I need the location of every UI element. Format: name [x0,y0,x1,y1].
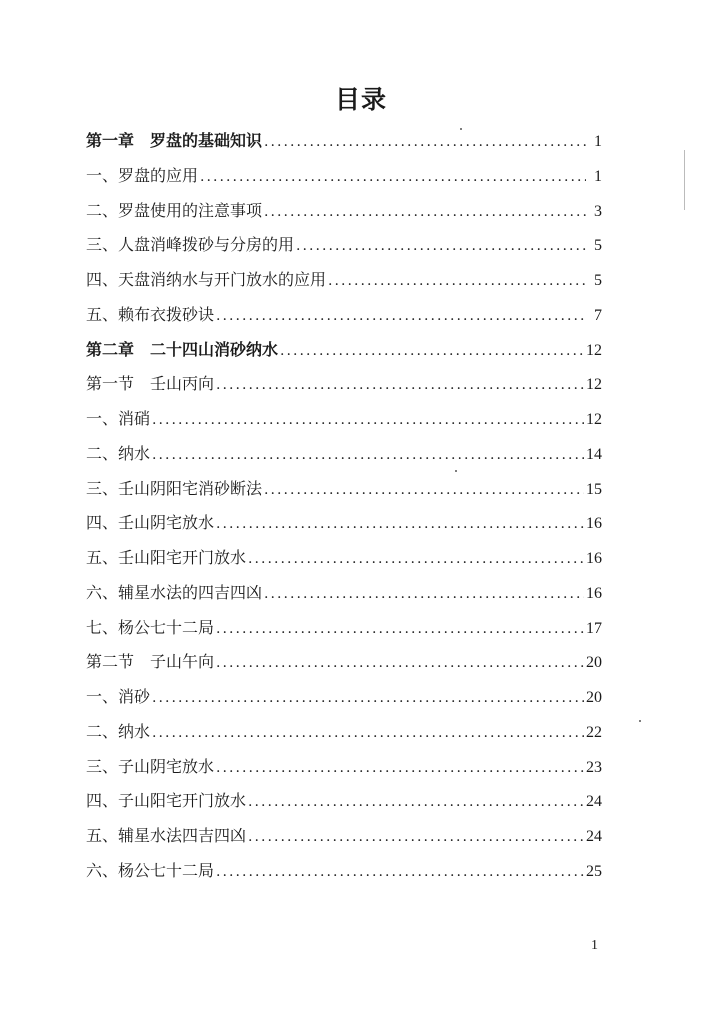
toc-entry-row [86,541,602,576]
toc-chapter-row [86,333,602,368]
toc-entry-row [86,159,602,194]
toc-entry-label: 第一节 壬山丙向 [86,374,215,394]
toc-entry-row [86,819,602,854]
toc-entry-label: 三、人盘消峰拨砂与分房的用 [86,235,295,255]
toc-dot-leader [200,160,586,195]
toc-dot-leader [152,438,584,473]
toc-dot-leader [280,334,584,369]
toc-entry-page-number: 5 [594,272,602,289]
toc-dot-leader [216,751,584,786]
page-title: 目录 [334,85,387,114]
toc-chapter-row [86,124,602,159]
toc-entry-label: 三、子山阴宅放水 [86,756,215,776]
toc-entry-page-number: 25 [586,862,602,880]
toc-entry-page-number: 1 [594,133,602,150]
toc-entry-label: 二、纳水 [86,443,151,463]
toc-entry-label: 第二节 子山午向 [86,652,215,672]
toc-entry-page-number: 12 [586,411,602,428]
toc-entry-row [86,750,602,785]
toc-entry-row [86,402,602,437]
toc-dot-leader [248,785,584,820]
toc-entry-row [86,645,602,680]
toc-entry-label: 二、罗盘使用的注意事项 [86,200,263,220]
toc-entry-label: 五、辅星水法四吉四凶 [86,826,247,845]
toc-entry-row [86,854,602,889]
toc-entry-row [86,680,602,715]
toc-entry-row [86,472,602,507]
toc-entry-row [86,715,602,750]
toc-entry-row [86,367,602,402]
table-of-contents [86,124,602,889]
toc-entry-label: 三、壬山阴阳宅消砂断法 [86,478,263,498]
toc-entry-page-number: 16 [586,515,602,533]
toc-entry-row [86,194,602,229]
toc-entry-page-number: 17 [586,619,602,637]
toc-entry-page-number: 7 [594,306,602,324]
toc-entry-page-number: 24 [586,828,602,845]
toc-entry-label: 第一章 罗盘的基础知识 [86,131,263,150]
toc-entry-label: 一、罗盘的应用 [86,165,199,185]
page-number: 1 [591,938,598,953]
toc-entry-page-number: 14 [586,445,602,463]
toc-dot-leader [216,299,586,334]
toc-dot-leader [216,855,584,890]
toc-dot-leader [216,646,584,681]
toc-entry-page-number: 1 [594,167,602,185]
toc-entry-label: 六、杨公七十二局 [86,860,215,880]
toc-entry-label: 第二章 二十四山消砂纳水 [86,339,279,359]
toc-dot-leader [264,473,584,508]
toc-entry-row [86,784,602,819]
toc-entry-label: 四、天盘消纳水与开门放水的应用 [86,270,327,289]
scan-artifact-speck [639,720,641,722]
toc-dot-leader [216,368,584,403]
toc-entry-label: 四、壬山阴宅放水 [86,513,215,533]
toc-entry-label: 二、纳水 [86,721,151,741]
toc-entry-row [86,298,602,333]
toc-entry-page-number: 24 [586,793,602,811]
toc-entry-page-number: 12 [586,341,602,359]
toc-dot-leader [248,542,584,577]
toc-dot-leader [152,681,584,716]
toc-entry-page-number: 5 [594,237,602,255]
toc-entry-label: 四、子山阳宅开门放水 [86,791,247,811]
toc-entry-label: 七、杨公七十二局 [86,617,215,637]
toc-entry-label: 五、赖布衣拨砂诀 [86,304,215,324]
toc-dot-leader [216,507,584,542]
toc-entry-row [86,263,602,298]
toc-entry-label: 六、辅星水法的四吉四凶 [86,582,263,602]
toc-dot-leader [328,264,586,299]
toc-entry-page-number: 15 [586,480,602,498]
toc-entry-page-number: 20 [586,654,602,672]
toc-entry-row [86,506,602,541]
toc-entry-row [86,611,602,646]
scan-artifact-line [684,150,685,210]
toc-entry-page-number: 22 [586,723,602,741]
toc-entry-label: 五、壬山阳宅开门放水 [86,548,247,567]
toc-entry-row [86,576,602,611]
toc-dot-leader [248,820,584,855]
toc-entry-page-number: 3 [594,202,602,220]
toc-entry-label: 一、消砂 [86,687,151,706]
toc-dot-leader [152,403,584,438]
toc-entry-page-number: 12 [586,376,602,394]
toc-dot-leader [216,612,584,647]
toc-entry-row [86,437,602,472]
toc-entry-row [86,228,602,263]
toc-entry-page-number: 20 [586,689,602,706]
scan-artifact-speck [460,128,462,130]
toc-dot-leader [296,229,586,264]
toc-entry-page-number: 23 [586,758,602,776]
toc-entry-page-number: 16 [586,550,602,567]
toc-dot-leader [264,195,586,230]
toc-entry-label: 一、消硝 [86,409,151,428]
toc-dot-leader [264,577,584,612]
toc-dot-leader [264,125,586,160]
toc-dot-leader [152,716,584,751]
toc-entry-page-number: 16 [586,584,602,602]
scan-artifact-speck [455,470,457,472]
